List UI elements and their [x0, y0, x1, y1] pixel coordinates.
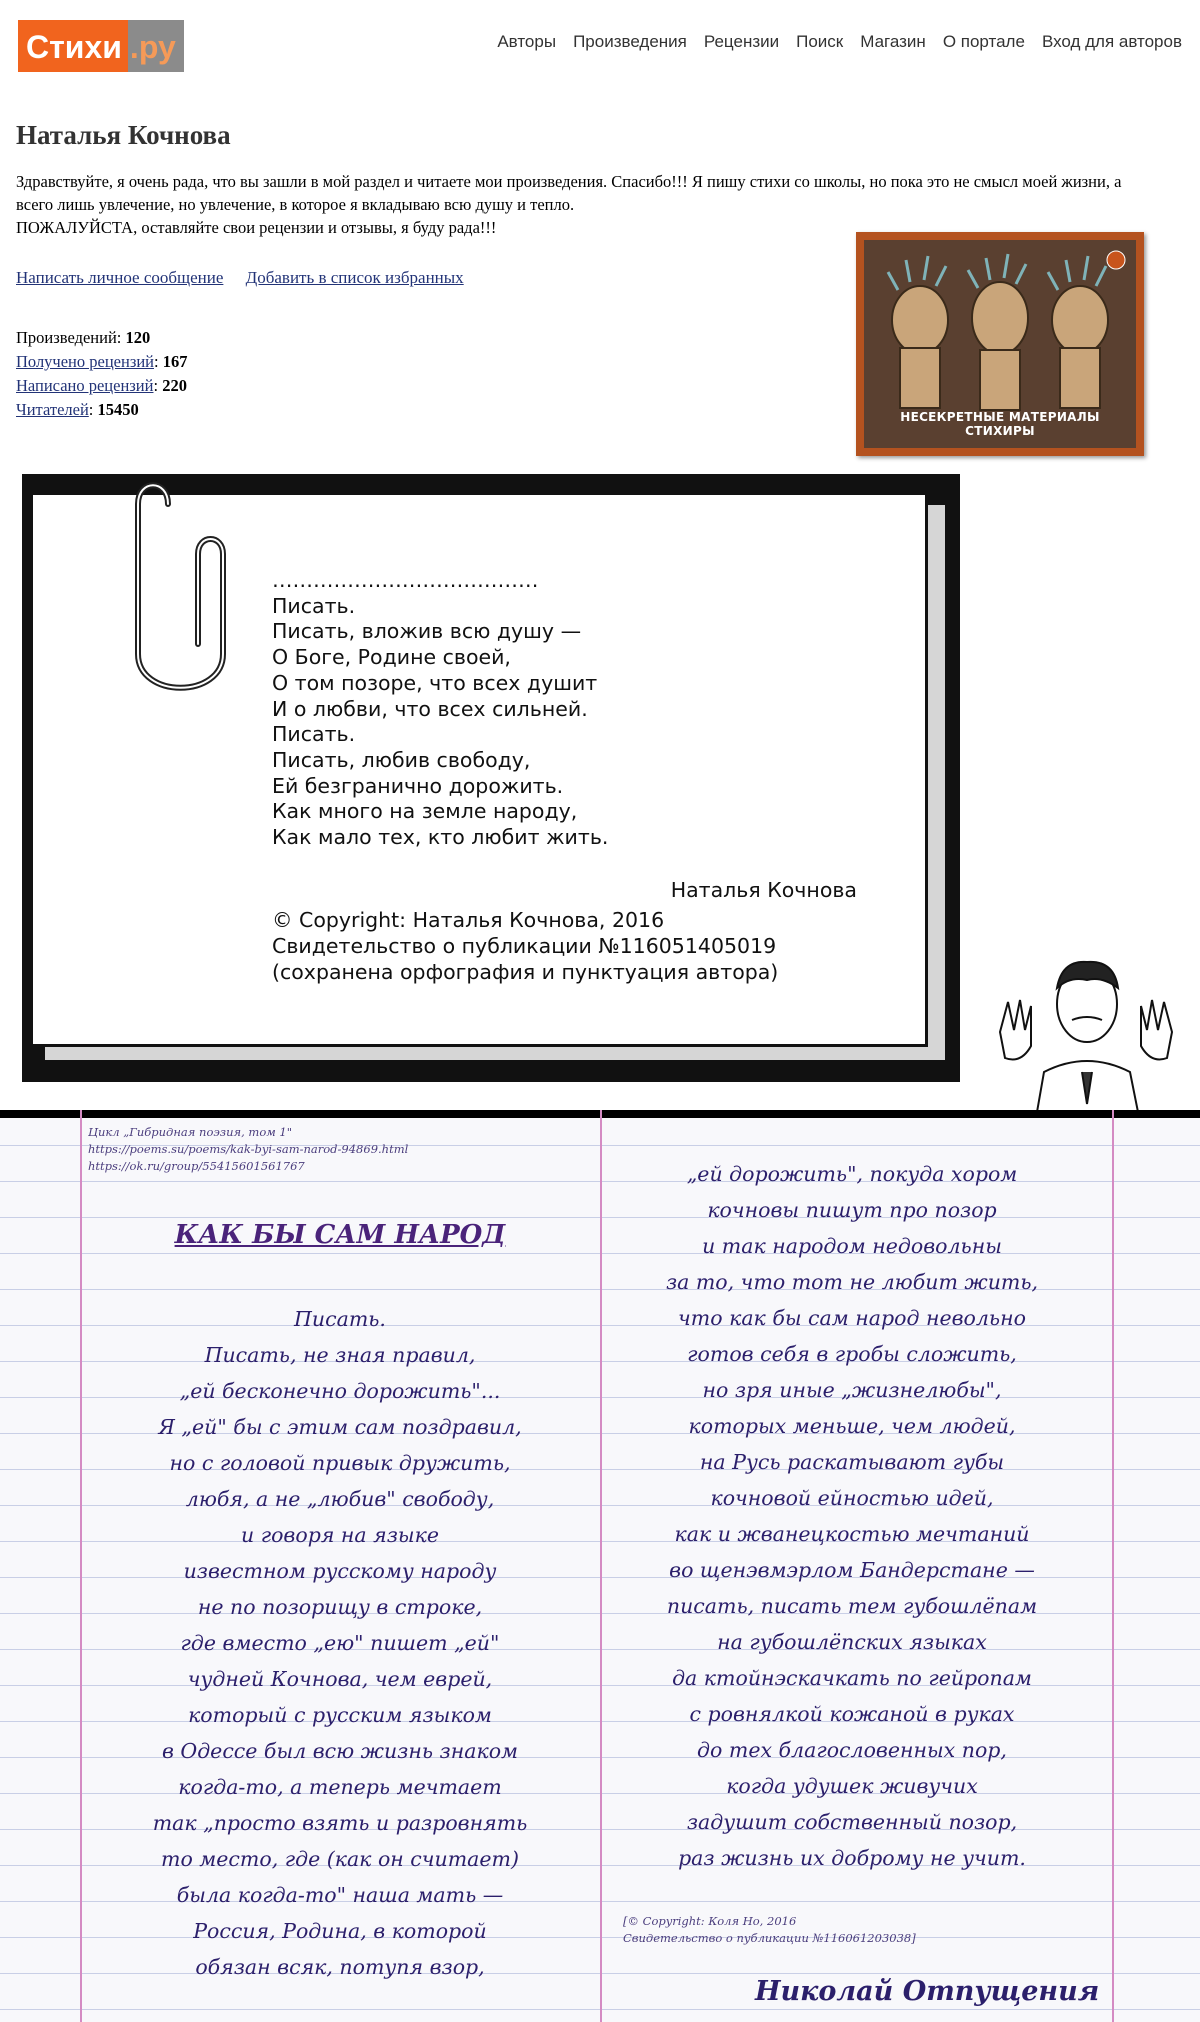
- poem-line: любя, а не „любив" свободу,: [185, 1487, 495, 1511]
- poem-line: но зря иные „жизнелюбы",: [702, 1378, 1002, 1402]
- poem-line: была когда-то" наша мать —: [176, 1883, 504, 1907]
- poem-line: обязан всяк, потупя взор,: [195, 1955, 485, 1979]
- poem-line: Писать.: [272, 593, 356, 618]
- poem-line: и говоря на языке: [241, 1523, 439, 1547]
- poem-line: на губошлёпских языках: [717, 1630, 987, 1654]
- poem-line: за то, что тот не любит жить,: [665, 1270, 1039, 1294]
- poem-line: как и жванецкостью мечтаний: [674, 1522, 1030, 1546]
- site-logo[interactable]: [18, 20, 184, 72]
- stat-readers: Читателей: 15450: [16, 400, 139, 419]
- notebook-copyright-line: [© Copyright: Коля Но, 2016: [623, 1914, 797, 1928]
- nav-login[interactable]: Вход для авторов: [1041, 32, 1182, 51]
- stat-written-link[interactable]: Написано рецензий: [16, 376, 154, 395]
- nav-search[interactable]: Поиск: [796, 32, 844, 51]
- poem-line: так „просто взять и разровнять: [152, 1811, 528, 1835]
- poem-line: Писать, вложив всю душу —: [272, 619, 582, 644]
- margin-line-right: [1112, 1110, 1114, 2022]
- poem-line: до тех благословенных пор,: [697, 1738, 1007, 1762]
- main-nav: [497, 32, 1182, 52]
- poem-line: О Боге, Родине своей,: [272, 645, 511, 670]
- poem-line: которых меньше, чем людей,: [688, 1414, 1016, 1438]
- poem-line: чудней Кочнова, чем еврей,: [187, 1667, 493, 1691]
- poem-line: известном русскому народу: [183, 1559, 497, 1583]
- stat-works: Произведений: 120: [16, 328, 151, 347]
- poem-line: задушит собственный позор,: [686, 1810, 1018, 1834]
- poem-meta: [88, 1124, 408, 1175]
- poem-line: Ей безгранично дорожить.: [272, 773, 564, 798]
- author-name: Наталья Кочнова: [16, 120, 231, 150]
- poem-line: …………………………………: [272, 568, 539, 592]
- poem-title: КАК БЫ САМ НАРОД: [174, 1220, 506, 1250]
- stat-works-label: Произведений: [16, 328, 117, 347]
- poem-line: раз жизнь их доброму не учит.: [678, 1846, 1026, 1870]
- nav-about[interactable]: О портале: [942, 32, 1025, 51]
- author-greeting: [16, 170, 1146, 239]
- margin-line-middle: [600, 1110, 602, 2022]
- card-note: (сохранена орфография и пунктуация автора): [272, 960, 779, 984]
- poem-line: готов себя в гробы сложить,: [687, 1342, 1017, 1366]
- poem-line: кочновой ейностью идей,: [710, 1486, 994, 1510]
- poem-left-column: [100, 1301, 580, 1985]
- paperclip-icon: [128, 474, 248, 724]
- poem-line: И о любви, что всех сильней.: [272, 696, 588, 721]
- stat-readers-link[interactable]: Читателей: [16, 400, 89, 419]
- stat-written: Написано рецензий: 220: [16, 376, 187, 395]
- add-favorites-link[interactable]: Добавить в список избранных: [245, 268, 464, 287]
- greeting-text: Здравствуйте, я очень рада, что вы зашли в мой раздел и читаете мои произведения. Спасибо!!! Я пишу стихи со школы, но пока это не смысл моей жизни, а всего лишь увлечение, но увлечение, в которое я вкладываю всю душу и тепло.: [16, 172, 1122, 214]
- stat-received-link[interactable]: Получено рецензий: [16, 352, 154, 371]
- poem-line: то место, где (как он считает): [161, 1847, 519, 1871]
- poem-line: на Русь раскатывают губы: [699, 1450, 1005, 1474]
- poem-line: когда удушек живучих: [726, 1774, 978, 1798]
- poem-line: когда-то, а теперь мечтает: [178, 1775, 502, 1799]
- meme-man-illustration: [982, 954, 1192, 1112]
- card-certificate: Свидетельство о публикации №116051405019: [272, 934, 777, 958]
- send-message-link[interactable]: Написать личное сообщение: [16, 268, 224, 287]
- poem-line: писать, писать тем губошлёпам: [666, 1594, 1038, 1618]
- meta-link-poems[interactable]: https://poems.su/poems/kak-byi-sam-narod-94869.html: [88, 1142, 409, 1156]
- card-poem: [272, 568, 608, 851]
- poem-line: где вместо „ею" пишет „ей": [180, 1631, 500, 1655]
- banner-caption: НЕСЕКРЕТНЫЕ МАТЕРИАЛЫ СТИХИРЫ: [900, 410, 1100, 438]
- poem-line: с ровнялкой кожаной в руках: [689, 1702, 1015, 1726]
- card-signature: [272, 877, 857, 985]
- poem-line: кочновы пишут про позор: [707, 1198, 997, 1222]
- card-author: Наталья Кочнова: [670, 878, 857, 902]
- margin-line-left: [80, 1110, 82, 2022]
- poem-line: Писать, не зная правил,: [204, 1343, 476, 1367]
- author-actions: [16, 268, 482, 288]
- nav-reviews[interactable]: Рецензии: [703, 32, 780, 51]
- poem-line: О том позоре, что всех душит: [272, 670, 598, 695]
- notebook-signature: Николай Отпущения: [755, 1976, 1100, 2007]
- poem-line: Как много на земле народу,: [272, 799, 578, 824]
- notebook-copyright: [623, 1913, 916, 1947]
- banner-picture[interactable]: [856, 232, 1144, 456]
- poem-line: который с русским языком: [188, 1703, 492, 1727]
- poem-line: что как бы сам народ невольно: [678, 1306, 1026, 1330]
- logo-tld-text: .ру: [128, 20, 184, 72]
- nav-shop[interactable]: Магазин: [860, 32, 926, 51]
- meta-link-ok[interactable]: https://ok.ru/group/55415601561767: [88, 1159, 305, 1173]
- stat-works-value: 120: [125, 328, 151, 347]
- poem-right-column: [612, 1156, 1092, 1876]
- greeting-request: ПОЖАЛУЙСТА, оставляйте свои рецензии и отзывы, я буду рада!!!: [16, 218, 497, 237]
- notebook-certificate-line: Свидетельство о публикации №116061203038]: [623, 1931, 916, 1945]
- poem-line: не по позорищу в строке,: [197, 1595, 483, 1619]
- nav-authors[interactable]: Авторы: [497, 32, 557, 51]
- stat-readers-value: 15450: [97, 400, 139, 419]
- poem-line: да ктойнэскачкать по гейропам: [672, 1666, 1032, 1690]
- poem-line: во щенэвмэрлом Бандерстане —: [669, 1558, 1035, 1582]
- poem-line: Россия, Родина, в которой: [193, 1919, 487, 1943]
- poem-line: в Одессе был всю жизнь знаком: [161, 1739, 519, 1763]
- card-copyright: © Copyright: Наталья Кочнова, 2016: [272, 908, 665, 932]
- stat-written-value: 220: [162, 376, 187, 395]
- poem-line: но с головой привык дружить,: [169, 1451, 511, 1475]
- nav-works[interactable]: Произведения: [573, 32, 687, 51]
- poem-line: Как мало тех, кто любит жить.: [272, 825, 609, 850]
- stat-received: Получено рецензий: 167: [16, 352, 188, 371]
- poem-line: Писать.: [272, 722, 356, 747]
- poem-line: Я „ей" бы с этим сам поздравил,: [158, 1415, 522, 1439]
- author-stats: [16, 326, 187, 422]
- poem-line: и так народом недовольны: [702, 1234, 1002, 1258]
- poem-line: Писать.: [294, 1307, 386, 1331]
- poem-line: „ей бесконечно дорожить"...: [179, 1379, 501, 1403]
- stat-received-value: 167: [162, 352, 188, 371]
- poem-line: „ей дорожить", покуда хором: [686, 1162, 1018, 1186]
- logo-main-text: Стихи: [18, 20, 128, 72]
- poem-line: Писать, любив свободу,: [272, 747, 531, 772]
- meta-cycle: Цикл „Гибридная поэзия, том 1": [88, 1125, 293, 1139]
